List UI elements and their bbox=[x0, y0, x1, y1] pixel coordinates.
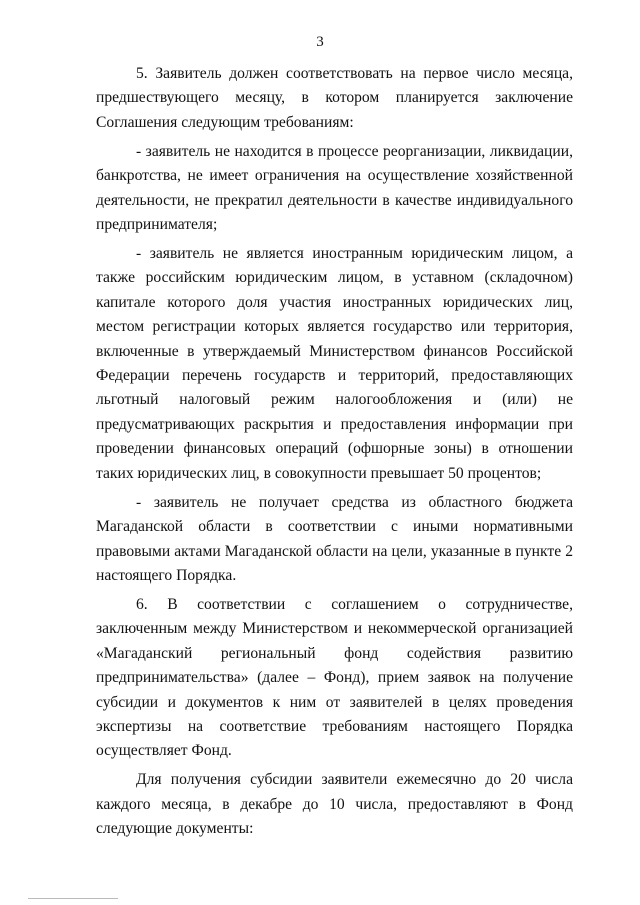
bottom-divider bbox=[28, 898, 118, 899]
paragraph-6-fund-agreement: 6. В соответствии с соглашением о сотрудничестве, заключенным между Министерством и некоммерческой организацией «Магаданский региональный фонд содействия развитию предпринимательства» (далее – Фонд), прием заявок на получение субсидии и документов к ним от заявителей в целях проведения экспертизы на соответствие требованиям настоящего Порядка осуществляет Фонд. bbox=[96, 595, 573, 760]
document-body bbox=[96, 62, 573, 846]
paragraph-requirement-no-other-funds: - заявитель не получает средства из областного бюджета Магаданской области в соответствии с иными нормативными правовыми актами Магаданской области на цели, указанные в пункте 2 настоящего Порядка. bbox=[96, 493, 573, 584]
paragraph-requirement-not-reorganizing: - заявитель не находится в процессе реорганизации, ликвидации, банкротства, не имеет ограничения на осуществление хозяйственной деятельности, не прекратил деятельности в качестве индивидуального предпринимателя; bbox=[96, 142, 573, 234]
paragraph-documents-submission: Для получения субсидии заявители ежемесячно до 20 числа каждого месяца, в декабре до 10 числа, предоставляют в Фонд следующие документы: bbox=[96, 771, 573, 838]
paragraph-requirement-not-foreign: - заявитель не является иностранным юридическим лицом, а также российским юридическим лицом, в уставном (складочном) капитале которого доля участия иностранных юридических лиц, местом регистрации которых является государство или территория, включенные в утверждаемый Министерством финансов Российской Федерации перечень государств и территорий, предоставляющих льготный налоговый режим налогообложения и (или) не предусматривающих раскрытия и предоставления информации при проведении финансовых операций (офшорные зоны) в отношении таких юридических лиц, в совокупности превышает 50 процентов; bbox=[96, 245, 573, 482]
page-number: 3 bbox=[316, 34, 324, 50]
paragraph-5-requirements: 5. Заявитель должен соответствовать на первое число месяца, предшествующего месяцу, в котором планируется заключение Соглашения следующим требованиям: bbox=[96, 65, 573, 131]
